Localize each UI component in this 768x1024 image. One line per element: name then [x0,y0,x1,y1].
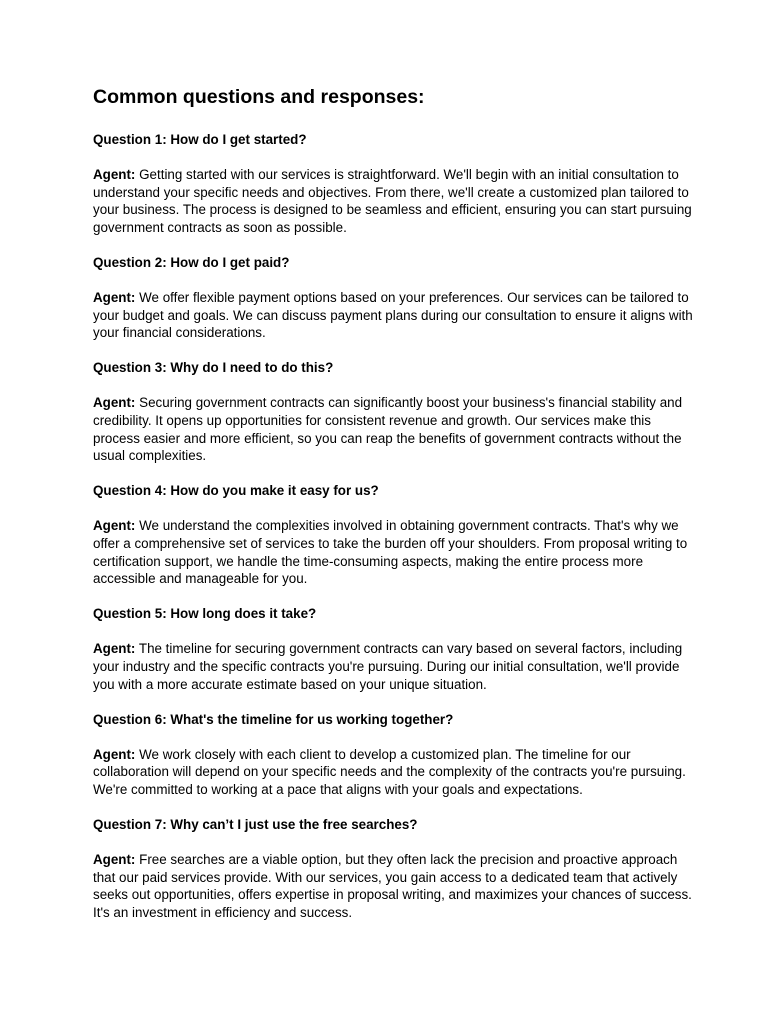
answer-6 [93,746,693,799]
agent-label: Agent: [93,167,136,183]
agent-label: Agent: [93,641,136,657]
answer-text: Free searches are a viable option, but they often lack the precision and proactive approach that our paid services provide. With our services, you gain access to a dedicated team that actively seeks out opportunities, offers expertise in proposal writing, and maximizes your chances of success. It's an investment in efficiency and success. [93,852,692,920]
answer-5 [93,640,693,693]
answer-3 [93,394,693,464]
document-title: Common questions and responses: [93,86,425,108]
qa-item-1 [93,131,693,236]
agent-label: Agent: [93,746,136,762]
qa-item-6 [93,711,693,799]
answer-text: We work closely with each client to develop a customized plan. The timeline for our collaboration will depend on your specific needs and the complexity of the contracts you're pursuing. We're committed to working at a pace that aligns with your goals and expectations. [93,746,686,797]
answer-1 [93,166,693,236]
qa-item-4 [93,482,693,587]
qa-item-3 [93,359,693,464]
qa-item-2 [93,254,693,342]
answer-7 [93,851,693,921]
answer-text: We understand the complexities involved in obtaining government contracts. That's why we offer a comprehensive set of services to take the burden off your shoulders. From proposal writing to certification support, we handle the time-consuming aspects, making the entire process more accessible and manageable for you. [93,518,688,587]
document-page [93,85,693,939]
agent-label: Agent: [93,395,136,411]
answer-2 [93,289,693,342]
question-6: Question 6: What's the timeline for us working together? [93,711,454,727]
answer-text: Getting started with our services is straightforward. We'll begin with an initial consultation to understand your specific needs and objectives. From there, we'll create a customized plan tailored to your business. The process is designed to be seamless and efficient, ensuring you can start pursuing government contracts as soon as possible. [93,167,692,235]
qa-item-7 [93,816,693,921]
agent-label: Agent: [93,852,136,868]
question-4: Question 4: How do you make it easy for us? [93,483,379,499]
agent-label: Agent: [93,518,136,534]
question-7: Question 7: Why can’t I just use the free searches? [93,817,418,833]
qa-item-5 [93,605,693,693]
answer-text: We offer flexible payment options based on your preferences. Our services can be tailored to your budget and goals. We can discuss payment plans during our consultation to ensure it aligns with your financial considerations. [93,290,693,341]
question-2: Question 2: How do I get paid? [93,254,290,270]
answer-4 [93,517,693,587]
question-5: Question 5: How long does it take? [93,606,317,622]
question-3: Question 3: Why do I need to do this? [93,360,334,376]
answer-text: The timeline for securing government contracts can vary based on several factors, including your industry and the specific contracts you're pursuing. During our initial consultation, we'll provide you with a more accurate estimate based on your unique situation. [93,641,683,692]
question-1: Question 1: How do I get started? [93,132,307,147]
agent-label: Agent: [93,290,136,306]
answer-text: Securing government contracts can significantly boost your business's financial stability and credibility. It opens up opportunities for consistent revenue and growth. Our services make this process easier and more efficient, so you can reap the benefits of government contracts without the usual complexities. [93,395,683,464]
